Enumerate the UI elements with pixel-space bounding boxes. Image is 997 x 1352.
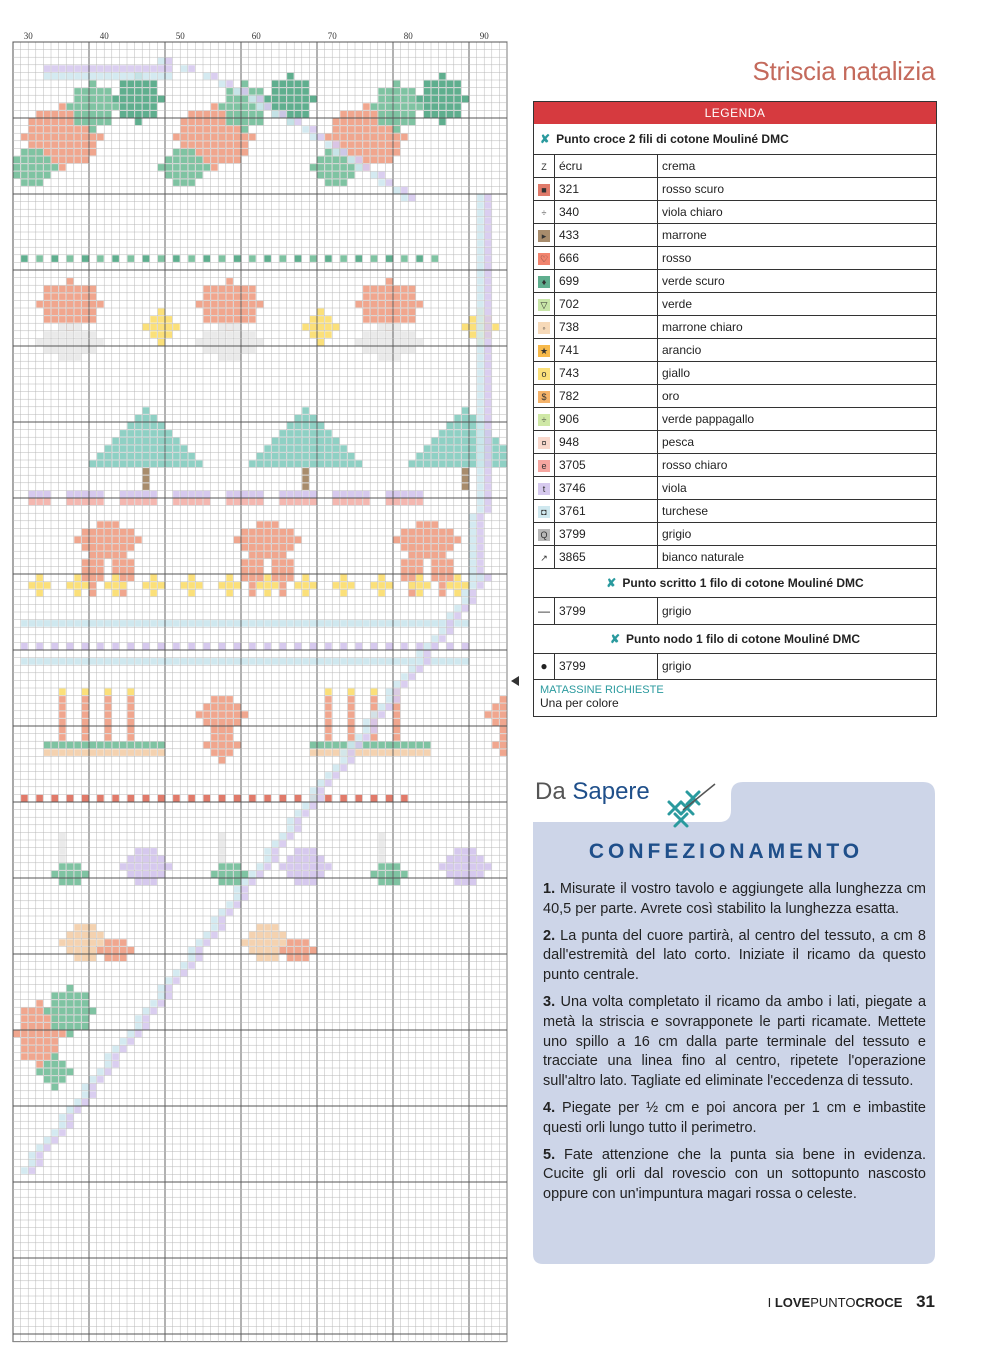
legend-swatch: o	[538, 368, 550, 380]
legend-swatch: $	[538, 391, 550, 403]
legend-color-name: grigio	[658, 654, 937, 680]
legend-code: 3799	[555, 654, 658, 680]
legend-swatch: ■	[538, 184, 550, 196]
legend-code: écru	[555, 155, 658, 178]
axis-label: 60	[251, 31, 261, 41]
legend-color-name: verde scuro	[658, 270, 937, 293]
brand-punto: PUNTO	[810, 1295, 856, 1310]
instruction-text: Una volta completato il ricamo da ambo i lati, piegate a metà la striscia e sovrapponete le parti ricamate. Mettete uno spillo a 16 cm dalla parte terminale del tessuto e tracciate una linea fino al centro, ripetete l'operazione sull'altro lato. Tagliate ed eliminate l'eccedenza di tessuto.	[543, 993, 927, 1090]
page-title	[753, 56, 935, 87]
legend-swatch: Z	[538, 161, 550, 173]
legend-symbol	[534, 431, 555, 454]
legend-swatch: Q	[538, 529, 550, 541]
instruction-text: Misurate il vostro tavolo e aggiungete alla lunghezza cm 40,5 per parte. Avrete così stabilito la lunghezza esatta.	[543, 881, 926, 917]
legend-symbol	[534, 224, 555, 247]
legend-symbol	[534, 385, 555, 408]
legend-row	[534, 454, 936, 477]
legend-code: 3865	[555, 546, 658, 569]
legend-code: 3761	[555, 500, 658, 523]
confezionamento-heading: CONFEZIONAMENTO	[588, 840, 864, 863]
axis-label: 90	[479, 31, 489, 41]
legend-symbol	[534, 477, 555, 500]
brand-croce: CROCE	[855, 1295, 903, 1310]
legend-color-name: rosso	[658, 247, 937, 270]
legend-code: 906	[555, 408, 658, 431]
da-sapere-title	[535, 778, 650, 806]
legend-color-name: rosso scuro	[658, 178, 937, 201]
title-part-b: natalizia	[842, 56, 935, 86]
legend-row	[534, 224, 936, 247]
legend-symbol	[534, 247, 555, 270]
legend-color-name: oro	[658, 385, 937, 408]
title-part-a: Striscia	[752, 56, 836, 86]
legend-section-1	[534, 124, 936, 155]
legend-code: 743	[555, 362, 658, 385]
legend-row	[534, 362, 936, 385]
axis-label: 50	[175, 31, 185, 41]
legend-code: 3799	[555, 598, 658, 624]
legend-color-name: marrone	[658, 224, 937, 247]
legend-code: 699	[555, 270, 658, 293]
legend-title: LEGENDA	[534, 102, 936, 124]
legend-color-name: verde	[658, 293, 937, 316]
legend-code: 738	[555, 316, 658, 339]
legend-code: 666	[555, 247, 658, 270]
instruction-number: 4.	[543, 1099, 556, 1116]
legend-row	[534, 523, 936, 546]
legend-code: 321	[555, 178, 658, 201]
legend-row	[534, 546, 936, 569]
legend-table-3	[534, 654, 936, 681]
legend-row	[534, 247, 936, 270]
matassine	[534, 680, 936, 716]
legend-section-1-label: Punto croce 2 fili di cotone Mouliné DMC	[556, 132, 789, 146]
legend-box	[533, 101, 937, 717]
legend-symbol	[534, 178, 555, 201]
legend-color-name: crema	[658, 155, 937, 178]
legend-row	[534, 270, 936, 293]
legend-code: 782	[555, 385, 658, 408]
instruction-text: La punta del cuore partirà, al centro del tessuto, a cm 8 dall'estremità del lato corto. Iniziate il ricamo da questo punto centrale.	[543, 927, 926, 984]
instruction-item	[543, 927, 926, 986]
legend-code: 3799	[555, 523, 658, 546]
legend-color-name: bianco naturale	[658, 546, 937, 569]
legend-symbol	[534, 546, 555, 569]
legend-row	[534, 293, 936, 316]
legend-swatch: ♦	[538, 276, 550, 288]
axis-label: 70	[327, 31, 337, 41]
legend-symbol	[534, 155, 555, 178]
legend-swatch: ▽	[538, 299, 550, 311]
legend-row	[534, 178, 936, 201]
legend-color-name: pesca	[658, 431, 937, 454]
legend-color-name: arancio	[658, 339, 937, 362]
legend-symbol	[534, 523, 555, 546]
chart-axis-labels	[24, 31, 490, 41]
legend-swatch: ¤	[538, 437, 550, 449]
instruction-text: Fate attenzione che la punta sia bene in evidenza. Cucite gli orli dal rovescio con un sottopunto nascosto oppure con un'impuntura magari rossa o celeste.	[543, 1146, 926, 1203]
legend-swatch: ★	[539, 345, 549, 356]
legend-swatch: ÷	[538, 414, 550, 426]
legend-section-2-label: Punto scritto 1 filo di cotone Mouliné DMC	[622, 576, 864, 590]
legend-swatch: ◦	[538, 322, 550, 334]
legend-swatch: ▸	[538, 230, 550, 242]
cross-icon: ✘	[606, 576, 617, 590]
legend-code: 741	[555, 339, 658, 362]
legend-color-name: rosso chiaro	[658, 454, 937, 477]
legend-color-name: grigio	[658, 598, 937, 624]
cross-icon: ✘	[540, 132, 551, 146]
legend-row	[534, 654, 936, 680]
instruction-item	[543, 1146, 926, 1205]
legend-color-name: viola	[658, 477, 937, 500]
legend-symbol	[534, 316, 555, 339]
legend-code: 702	[555, 293, 658, 316]
axis-label: 30	[23, 31, 33, 41]
legend-table-2	[534, 598, 936, 625]
legend-row	[534, 155, 936, 178]
legend-row	[534, 408, 936, 431]
instruction-number: 3.	[543, 993, 556, 1010]
legend-row	[534, 598, 936, 624]
legend-symbol	[534, 454, 555, 477]
matassine-value: Una per colore	[540, 696, 619, 710]
legend-symbol	[534, 500, 555, 523]
da-sapere-panel	[533, 778, 935, 1264]
matassine-label: MATASSINE RICHIESTE	[540, 684, 664, 696]
legend-symbol: ●	[534, 654, 555, 680]
legend-code: 340	[555, 201, 658, 224]
instruction-number: 1.	[543, 881, 556, 897]
needle-stitch-icon	[663, 780, 719, 830]
legend-row	[534, 201, 936, 224]
instruction-item	[543, 1099, 926, 1139]
legend-row	[534, 477, 936, 500]
legend-symbol	[534, 339, 555, 362]
legend-table	[534, 155, 936, 569]
legend-color-name: grigio	[658, 523, 937, 546]
legend-code: 3746	[555, 477, 658, 500]
center-arrow-icon	[511, 676, 519, 686]
instruction-text: Piegate per ½ cm e poi ancora per 1 cm e imbastite questi orli lungo tutto il perimetro.	[543, 1099, 926, 1136]
legend-color-name: giallo	[658, 362, 937, 385]
legend-swatch: t	[538, 483, 550, 495]
legend-color-name: viola chiaro	[658, 201, 937, 224]
legend-code: 948	[555, 431, 658, 454]
legend-color-name: turchese	[658, 500, 937, 523]
legend-color-name: marrone chiaro	[658, 316, 937, 339]
legend-symbol	[534, 270, 555, 293]
page-number: 31	[916, 1292, 935, 1311]
legend-row	[534, 339, 936, 362]
instruction-number: 5.	[543, 1146, 556, 1163]
brand-i: I	[767, 1295, 772, 1310]
legend-swatch: ◘	[538, 506, 550, 518]
legend-row	[534, 316, 936, 339]
legend-swatch: ↗	[538, 552, 550, 564]
brand-love: LOVE	[774, 1295, 811, 1310]
legend-color-name: verde pappagallo	[658, 408, 937, 431]
legend-section-3-label: Punto nodo 1 filo di cotone Mouliné DMC	[626, 631, 861, 646]
axis-label: 80	[403, 31, 413, 41]
legend-code: 433	[555, 224, 658, 247]
legend-row	[534, 500, 936, 523]
legend-symbol	[534, 408, 555, 431]
da-sapere-title-a: Da	[535, 778, 566, 805]
legend-symbol	[534, 362, 555, 385]
legend-section-3	[534, 625, 936, 654]
cross-icon: ✘	[609, 631, 621, 646]
legend-row	[534, 385, 936, 408]
legend-code: 3705	[555, 454, 658, 477]
instruction-item	[543, 880, 926, 920]
instruction-item	[543, 993, 926, 1092]
instruction-number: 2.	[543, 927, 556, 944]
legend-section-2	[534, 569, 936, 598]
legend-symbol	[534, 201, 555, 224]
instructions-list	[543, 880, 926, 1212]
da-sapere-title-b: Sapere	[572, 778, 650, 805]
legend-swatch: e	[538, 460, 550, 472]
legend-symbol: —	[534, 598, 555, 624]
legend-row	[534, 431, 936, 454]
legend-swatch: ♡	[539, 253, 549, 264]
axis-label: 40	[99, 31, 109, 41]
legend-swatch: ÷	[538, 207, 550, 219]
page-footer	[768, 1292, 935, 1312]
legend-symbol	[534, 293, 555, 316]
